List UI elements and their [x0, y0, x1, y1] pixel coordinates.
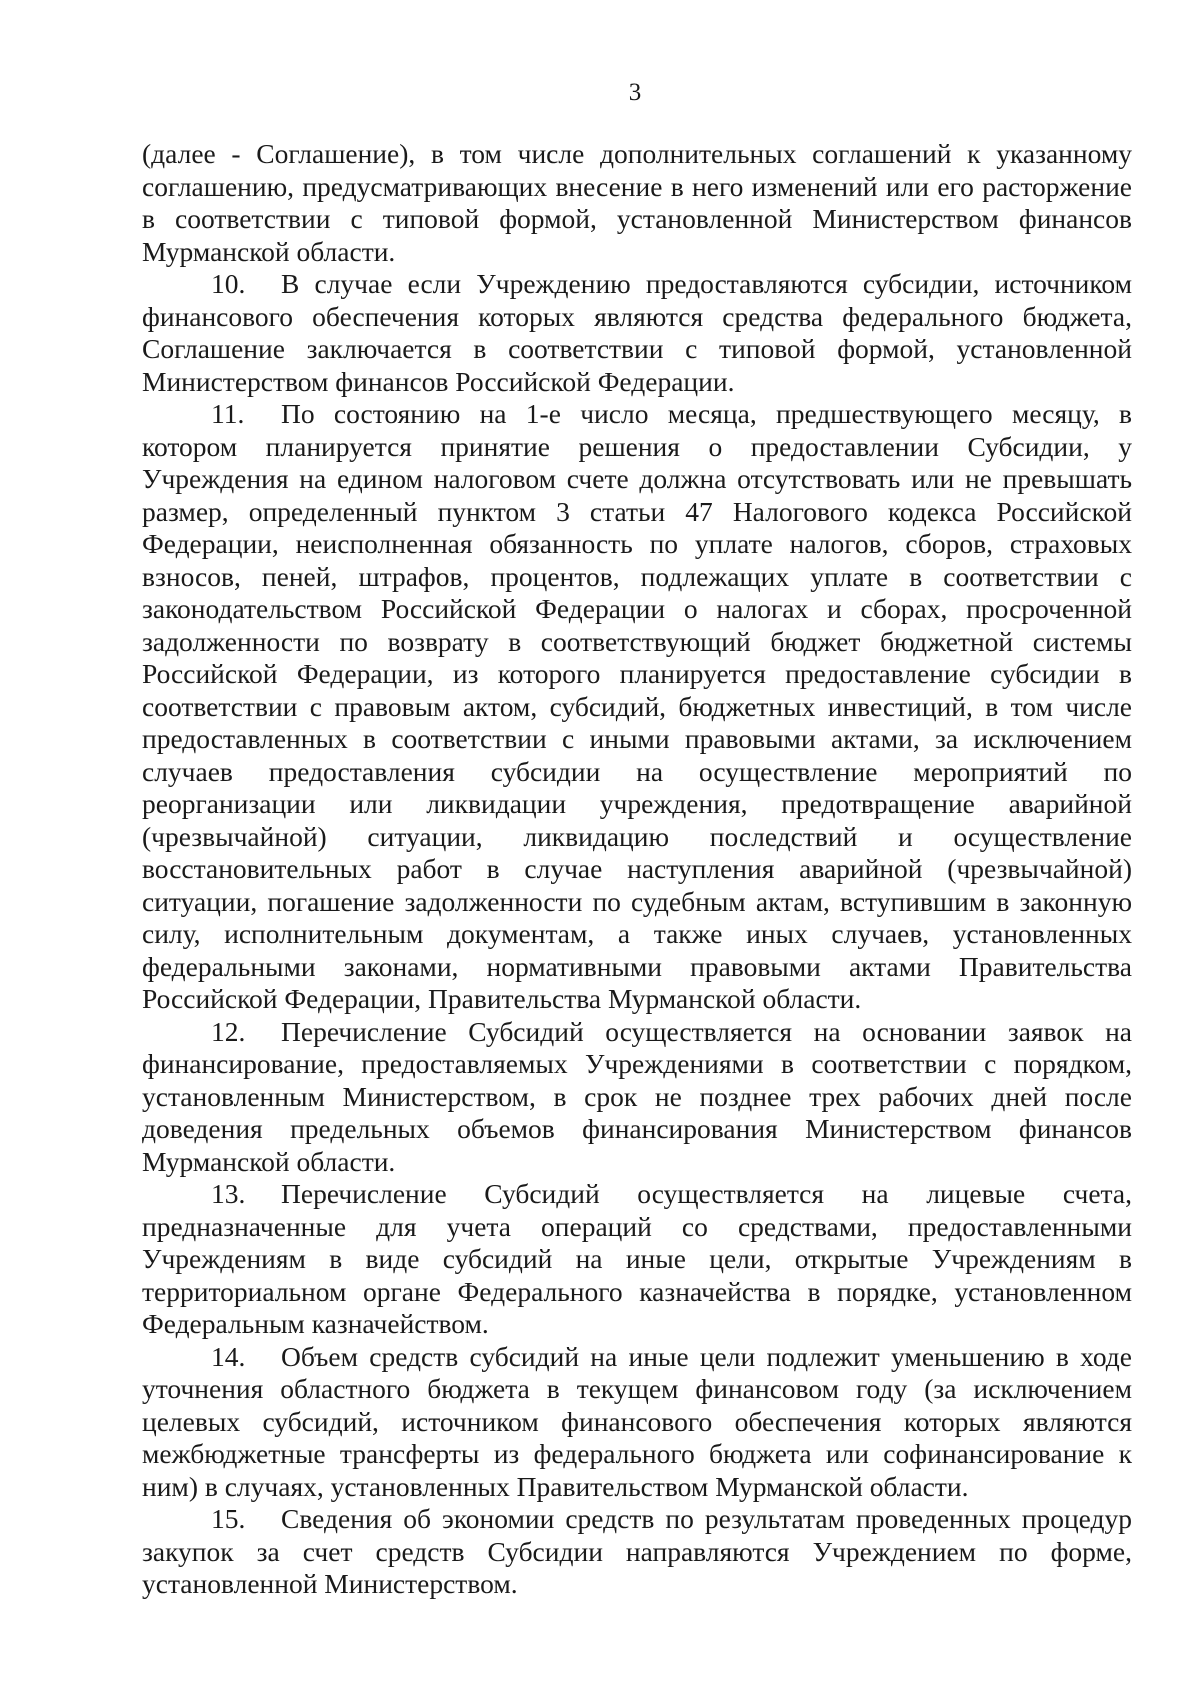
- paragraph-continuation: [142, 138, 1132, 268]
- paragraph-item-12: [142, 1016, 1132, 1179]
- item-number: 14.: [211, 1340, 246, 1372]
- paragraph-text: Объем средств субсидий на иные цели подлежит уменьшению в ходе уточнения областного бюджета в текущем финансовом году (за исключением целевых субсидий, источником финансового обеспечения которых являются межбюджетные трансферты из федерального бюджета или софинансирование к ним) в случаях, установленных Правительством Мурманской области.: [142, 1340, 1132, 1502]
- document-body: [142, 138, 1132, 1601]
- paragraph-item-11: [142, 398, 1132, 1016]
- paragraph-item-14: [142, 1341, 1132, 1504]
- item-number: 13.: [211, 1178, 246, 1209]
- paragraph-text: Перечисление Субсидий осуществляется на лицевые счета, предназначенные для учета операций со средствами, предоставленными Учреждениям в виде субсидий на иные цели, открытые Учреждениям в территориальном органе Федерального казначейства в порядке, установленном Федеральным казначейством.: [142, 1178, 1132, 1339]
- item-number: 11.: [211, 398, 245, 429]
- paragraph-text: Сведения об экономии средств по результатам проведенных процедур закупок за счет средств Субсидии направляются Учреждением по форме, установленной Министерством.: [142, 1503, 1132, 1599]
- paragraph-item-13: [142, 1178, 1132, 1341]
- paragraph-item-15: [142, 1503, 1132, 1601]
- paragraph-text: По состоянию на 1-е число месяца, предшествующего месяцу, в котором планируется принятие решения о предоставлении Субсидии, у Учреждения на едином налоговом счете должна отсутствовать или не превышать размер, определенный пунктом 3 статьи 47 Налогового кодекса Российской Федерации, неисполненная обязанность по уплате налогов, сборов, страховых взносов, пеней, штрафов, процентов, подлежащих уплате в соответствии с законодательством Российской Федерации о налогах и сборах, просроченной задолженности по возврату в соответствующий бюджет бюджетной системы Российской Федерации, из которого планируется предоставление субсидии в соответствии с правовым актом, субсидий, бюджетных инвестиций, в том числе предоставленных в соответствии с иными правовыми актами, за исключением случаев предоставления субсидии на осуществление мероприятий по реорганизации или ликвидации учреждения, предотвращение аварийной (чрезвычайной) ситуации, ликвидацию последствий и осуществление восстановительных работ в случае наступления аварийной (чрезвычайной) ситуации, погашение задолженности по судебным актам, вступившим в законную силу, исполнительным документам, а также иных случаев, установленных федеральными законами, нормативными правовыми актами Правительства Российской Федерации, Правительства Мурманской области.: [142, 398, 1132, 1014]
- paragraph-text: (далее - Соглашение), в том числе дополнительных соглашений к указанному соглашению, предусматривающих внесение в него изменений или его расторжение в соответствии с типовой формой, установленной Министерством финансов Мурманской области.: [142, 138, 1132, 267]
- item-number: 10.: [211, 268, 246, 299]
- item-number: 12.: [211, 1015, 246, 1047]
- paragraph-text: В случае если Учреждению предоставляются субсидии, источником финансового обеспечения которых являются средства федерального бюджета, Соглашение заключается в соответствии с типовой формой, установленной Министерством финансов Российской Федерации.: [142, 268, 1132, 397]
- page-number: 3: [628, 79, 642, 106]
- paragraph-text: Перечисление Субсидий осуществляется на основании заявок на финансирование, предоставляемых Учреждениями в соответствии с порядком, установленным Министерством, в срок не позднее трех рабочих дней после доведения предельных объемов финансирования Министерством финансов Мурманской области.: [142, 1015, 1132, 1177]
- paragraph-item-10: [142, 268, 1132, 398]
- item-number: 15.: [211, 1503, 246, 1534]
